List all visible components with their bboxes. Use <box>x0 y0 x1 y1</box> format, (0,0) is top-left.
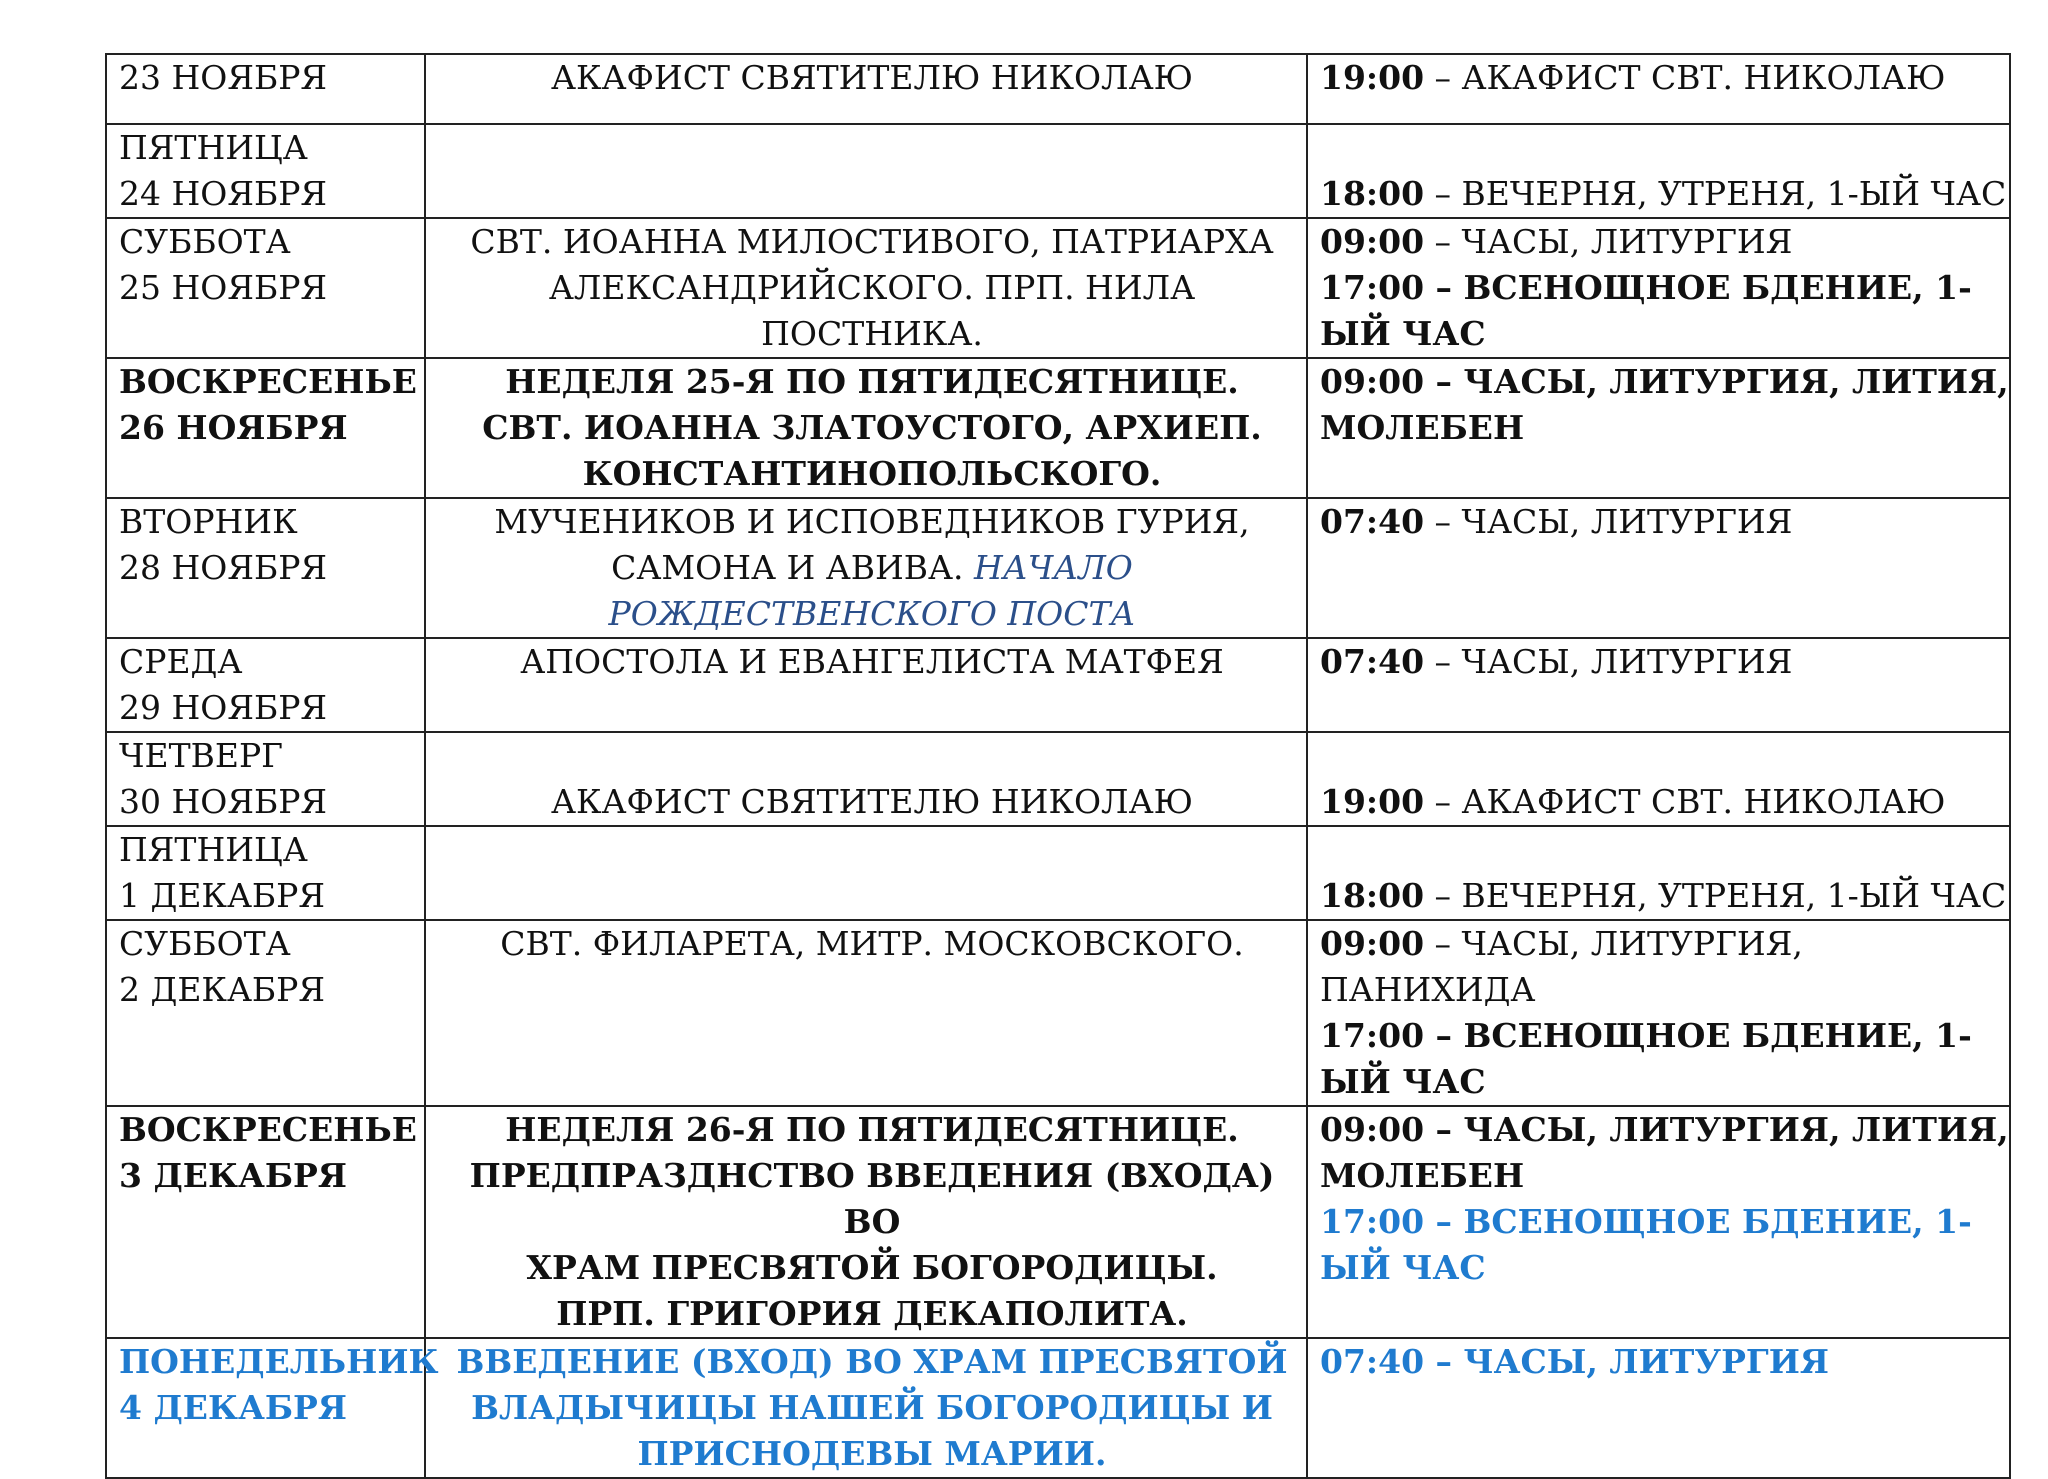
weekday-label: СУББОТА <box>119 222 291 261</box>
feast-line: СВТ. ИОАННА МИЛОСТИВОГО, ПАТРИАРХА <box>470 222 1274 261</box>
service-time: 17:00 <box>1320 268 1425 307</box>
feast-line: КОНСТАНТИНОПОЛЬСКОГО. <box>582 454 1162 493</box>
feast-line: ПРЕДПРАЗДНСТВО ВВЕДЕНИЯ (ВХОДА) ВО <box>469 1156 1275 1241</box>
service-line <box>1320 171 2009 217</box>
service-line <box>1320 1107 2009 1199</box>
service-time: 17:00 <box>1320 1016 1425 1055</box>
service-text: – АКАФИСТ СВТ. НИКОЛАЮ <box>1424 58 1946 97</box>
table-row <box>106 732 2010 826</box>
service-time: 17:00 <box>1320 1202 1425 1241</box>
table-row <box>106 826 2010 920</box>
feast-cell <box>425 498 1307 638</box>
service-line <box>1320 1339 2009 1385</box>
table-row <box>106 358 2010 498</box>
day-cell <box>106 498 425 638</box>
feast-cell <box>425 1106 1307 1338</box>
service-text: – ВЕЧЕРНЯ, УТРЕНЯ, 1-ЫЙ ЧАС <box>1424 876 2007 915</box>
service-text: – ВСЕНОЩНОЕ БДЕНИЕ, 1-ЫЙ ЧАС <box>1320 1016 1972 1101</box>
service-line <box>1320 779 2009 825</box>
table-row <box>106 638 2010 732</box>
table-row <box>106 498 2010 638</box>
date-label: 30 НОЯБРЯ <box>119 782 328 821</box>
feast-line: ПРП. ГРИГОРИЯ ДЕКАПОЛИТА. <box>556 1294 1188 1333</box>
feast-cell <box>425 732 1307 826</box>
table-row <box>106 1338 2010 1478</box>
feast-line: НЕДЕЛЯ 26-Я ПО ПЯТИДЕСЯТНИЦЕ. <box>505 1110 1239 1149</box>
feast-cell <box>425 1338 1307 1478</box>
weekday-label: СУББОТА <box>119 924 291 963</box>
service-text: – ЧАСЫ, ЛИТУРГИЯ <box>1424 502 1793 541</box>
date-label: 28 НОЯБРЯ <box>119 548 328 587</box>
date-label: 2 ДЕКАБРЯ <box>119 970 326 1009</box>
table-row <box>106 1106 2010 1338</box>
date-label: 23 НОЯБРЯ <box>119 58 328 97</box>
service-time: 09:00 <box>1320 222 1425 261</box>
feast-line: МУЧЕНИКОВ И ИСПОВЕДНИКОВ ГУРИЯ, <box>494 502 1250 541</box>
services-cell <box>1307 358 2010 498</box>
feast-cell <box>425 920 1307 1106</box>
services-cell <box>1307 826 2010 920</box>
weekday-label: ВОСКРЕСЕНЬЕ <box>119 1110 417 1149</box>
service-time: 18:00 <box>1320 876 1425 915</box>
service-text: – ЧАСЫ, ЛИТУРГИЯ, ЛИТИЯ, МОЛЕБЕН <box>1320 362 2009 447</box>
day-cell <box>106 826 425 920</box>
service-text: – АКАФИСТ СВТ. НИКОЛАЮ <box>1424 782 1946 821</box>
date-label: 25 НОЯБРЯ <box>119 268 328 307</box>
service-text: – ВЕЧЕРНЯ, УТРЕНЯ, 1-ЫЙ ЧАС <box>1424 174 2007 213</box>
service-line <box>1320 1013 2009 1105</box>
weekday-label: ЧЕТВЕРГ <box>119 736 284 775</box>
service-line <box>1320 359 2009 451</box>
feast-cell <box>425 54 1307 124</box>
service-time: 07:40 <box>1320 502 1425 541</box>
date-label: 4 ДЕКАБРЯ <box>119 1388 347 1427</box>
table-row <box>106 54 2010 124</box>
feast-line: ВВЕДЕНИЕ (ВХОД) ВО ХРАМ ПРЕСВЯТОЙ <box>456 1342 1288 1381</box>
feast-cell <box>425 826 1307 920</box>
day-cell <box>106 54 425 124</box>
service-time: 09:00 <box>1320 362 1425 401</box>
service-time: 09:00 <box>1320 924 1425 963</box>
day-cell <box>106 218 425 358</box>
service-text: – ЧАСЫ, ЛИТУРГИЯ, ЛИТИЯ, МОЛЕБЕН <box>1320 1110 2009 1195</box>
service-time: 19:00 <box>1320 782 1425 821</box>
feast-cell <box>425 124 1307 218</box>
feast-line: СВТ. ИОАННА ЗЛАТОУСТОГО, АРХИЕП. <box>482 408 1262 447</box>
table-row <box>106 218 2010 358</box>
service-time: 07:40 <box>1320 642 1425 681</box>
feast-line: ВЛАДЫЧИЦЫ НАШЕЙ БОГОРОДИЦЫ И <box>471 1388 1273 1427</box>
services-cell <box>1307 1106 2010 1338</box>
service-time: 07:40 <box>1320 1342 1425 1381</box>
feast-line: САМОНА И АВИВА. <box>611 548 964 587</box>
date-label: 3 ДЕКАБРЯ <box>119 1156 347 1195</box>
service-line <box>1320 1199 2009 1291</box>
weekday-label: ПЯТНИЦА <box>119 128 308 167</box>
service-text: – ВСЕНОЩНОЕ БДЕНИЕ, 1-ЫЙ ЧАС <box>1320 1202 1972 1287</box>
feast-line: АПОСТОЛА И ЕВАНГЕЛИСТА МАТФЕЯ <box>520 642 1224 681</box>
services-cell <box>1307 1338 2010 1478</box>
services-cell <box>1307 732 2010 826</box>
service-text: – ЧАСЫ, ЛИТУРГИЯ <box>1424 222 1793 261</box>
weekday-label: СРЕДА <box>119 642 243 681</box>
feast-line: НЕДЕЛЯ 25-Я ПО ПЯТИДЕСЯТНИЦЕ. <box>505 362 1239 401</box>
day-cell <box>106 124 425 218</box>
feast-line: ПРИСНОДЕВЫ МАРИИ. <box>637 1434 1107 1473</box>
service-time: 19:00 <box>1320 58 1425 97</box>
service-text: – ЧАСЫ, ЛИТУРГИЯ, ПАНИХИДА <box>1320 924 1803 1009</box>
day-cell <box>106 920 425 1106</box>
day-cell <box>106 1106 425 1338</box>
service-time: 18:00 <box>1320 174 1425 213</box>
weekday-label: ПОНЕДЕЛЬНИК <box>119 1342 439 1381</box>
date-label: 1 ДЕКАБРЯ <box>119 876 326 915</box>
feast-cell <box>425 358 1307 498</box>
service-line <box>1320 921 2009 1013</box>
date-label: 26 НОЯБРЯ <box>119 408 348 447</box>
weekday-label: ПЯТНИЦА <box>119 830 308 869</box>
day-cell <box>106 638 425 732</box>
feast-line: АКАФИСТ СВЯТИТЕЛЮ НИКОЛАЮ <box>551 782 1193 821</box>
feast-cell <box>425 218 1307 358</box>
weekday-label: ВОСКРЕСЕНЬЕ <box>119 362 417 401</box>
day-cell <box>106 1338 439 1478</box>
table-row <box>106 920 2010 1106</box>
feast-line: АКАФИСТ СВЯТИТЕЛЮ НИКОЛАЮ <box>551 58 1193 97</box>
date-label: 29 НОЯБРЯ <box>119 688 328 727</box>
service-text: – ВСЕНОЩНОЕ БДЕНИЕ, 1-ЫЙ ЧАС <box>1320 268 1972 353</box>
feast-line: СВТ. ФИЛАРЕТА, МИТР. МОСКОВСКОГО. <box>500 924 1244 963</box>
service-line <box>1320 219 2009 265</box>
service-line <box>1320 639 2009 685</box>
schedule-table <box>105 53 2011 1479</box>
service-line <box>1320 873 2009 919</box>
services-cell <box>1307 638 2010 732</box>
feast-cell <box>425 638 1307 732</box>
day-cell <box>106 732 425 826</box>
table-row <box>106 124 2010 218</box>
date-label: 24 НОЯБРЯ <box>119 174 328 213</box>
fast-start-note: НАЧАЛО РОЖДЕСТВЕНСКОГО ПОСТА <box>608 548 1136 633</box>
services-cell <box>1307 124 2010 218</box>
service-time: 09:00 <box>1320 1110 1425 1149</box>
services-cell <box>1307 920 2010 1106</box>
service-text: – ЧАСЫ, ЛИТУРГИЯ <box>1424 1342 1829 1381</box>
feast-line: АЛЕКСАНДРИЙСКОГО. ПРП. НИЛА ПОСТНИКА. <box>548 268 1196 353</box>
weekday-label: ВТОРНИК <box>119 502 298 541</box>
day-cell <box>106 358 425 498</box>
services-cell <box>1307 54 2010 124</box>
service-line <box>1320 265 2009 357</box>
feast-line: ХРАМ ПРЕСВЯТОЙ БОГОРОДИЦЫ. <box>526 1248 1218 1287</box>
services-cell <box>1307 218 2010 358</box>
service-text: – ЧАСЫ, ЛИТУРГИЯ <box>1424 642 1793 681</box>
service-line <box>1320 55 2009 101</box>
service-line <box>1320 499 2009 545</box>
services-cell <box>1307 498 2010 638</box>
